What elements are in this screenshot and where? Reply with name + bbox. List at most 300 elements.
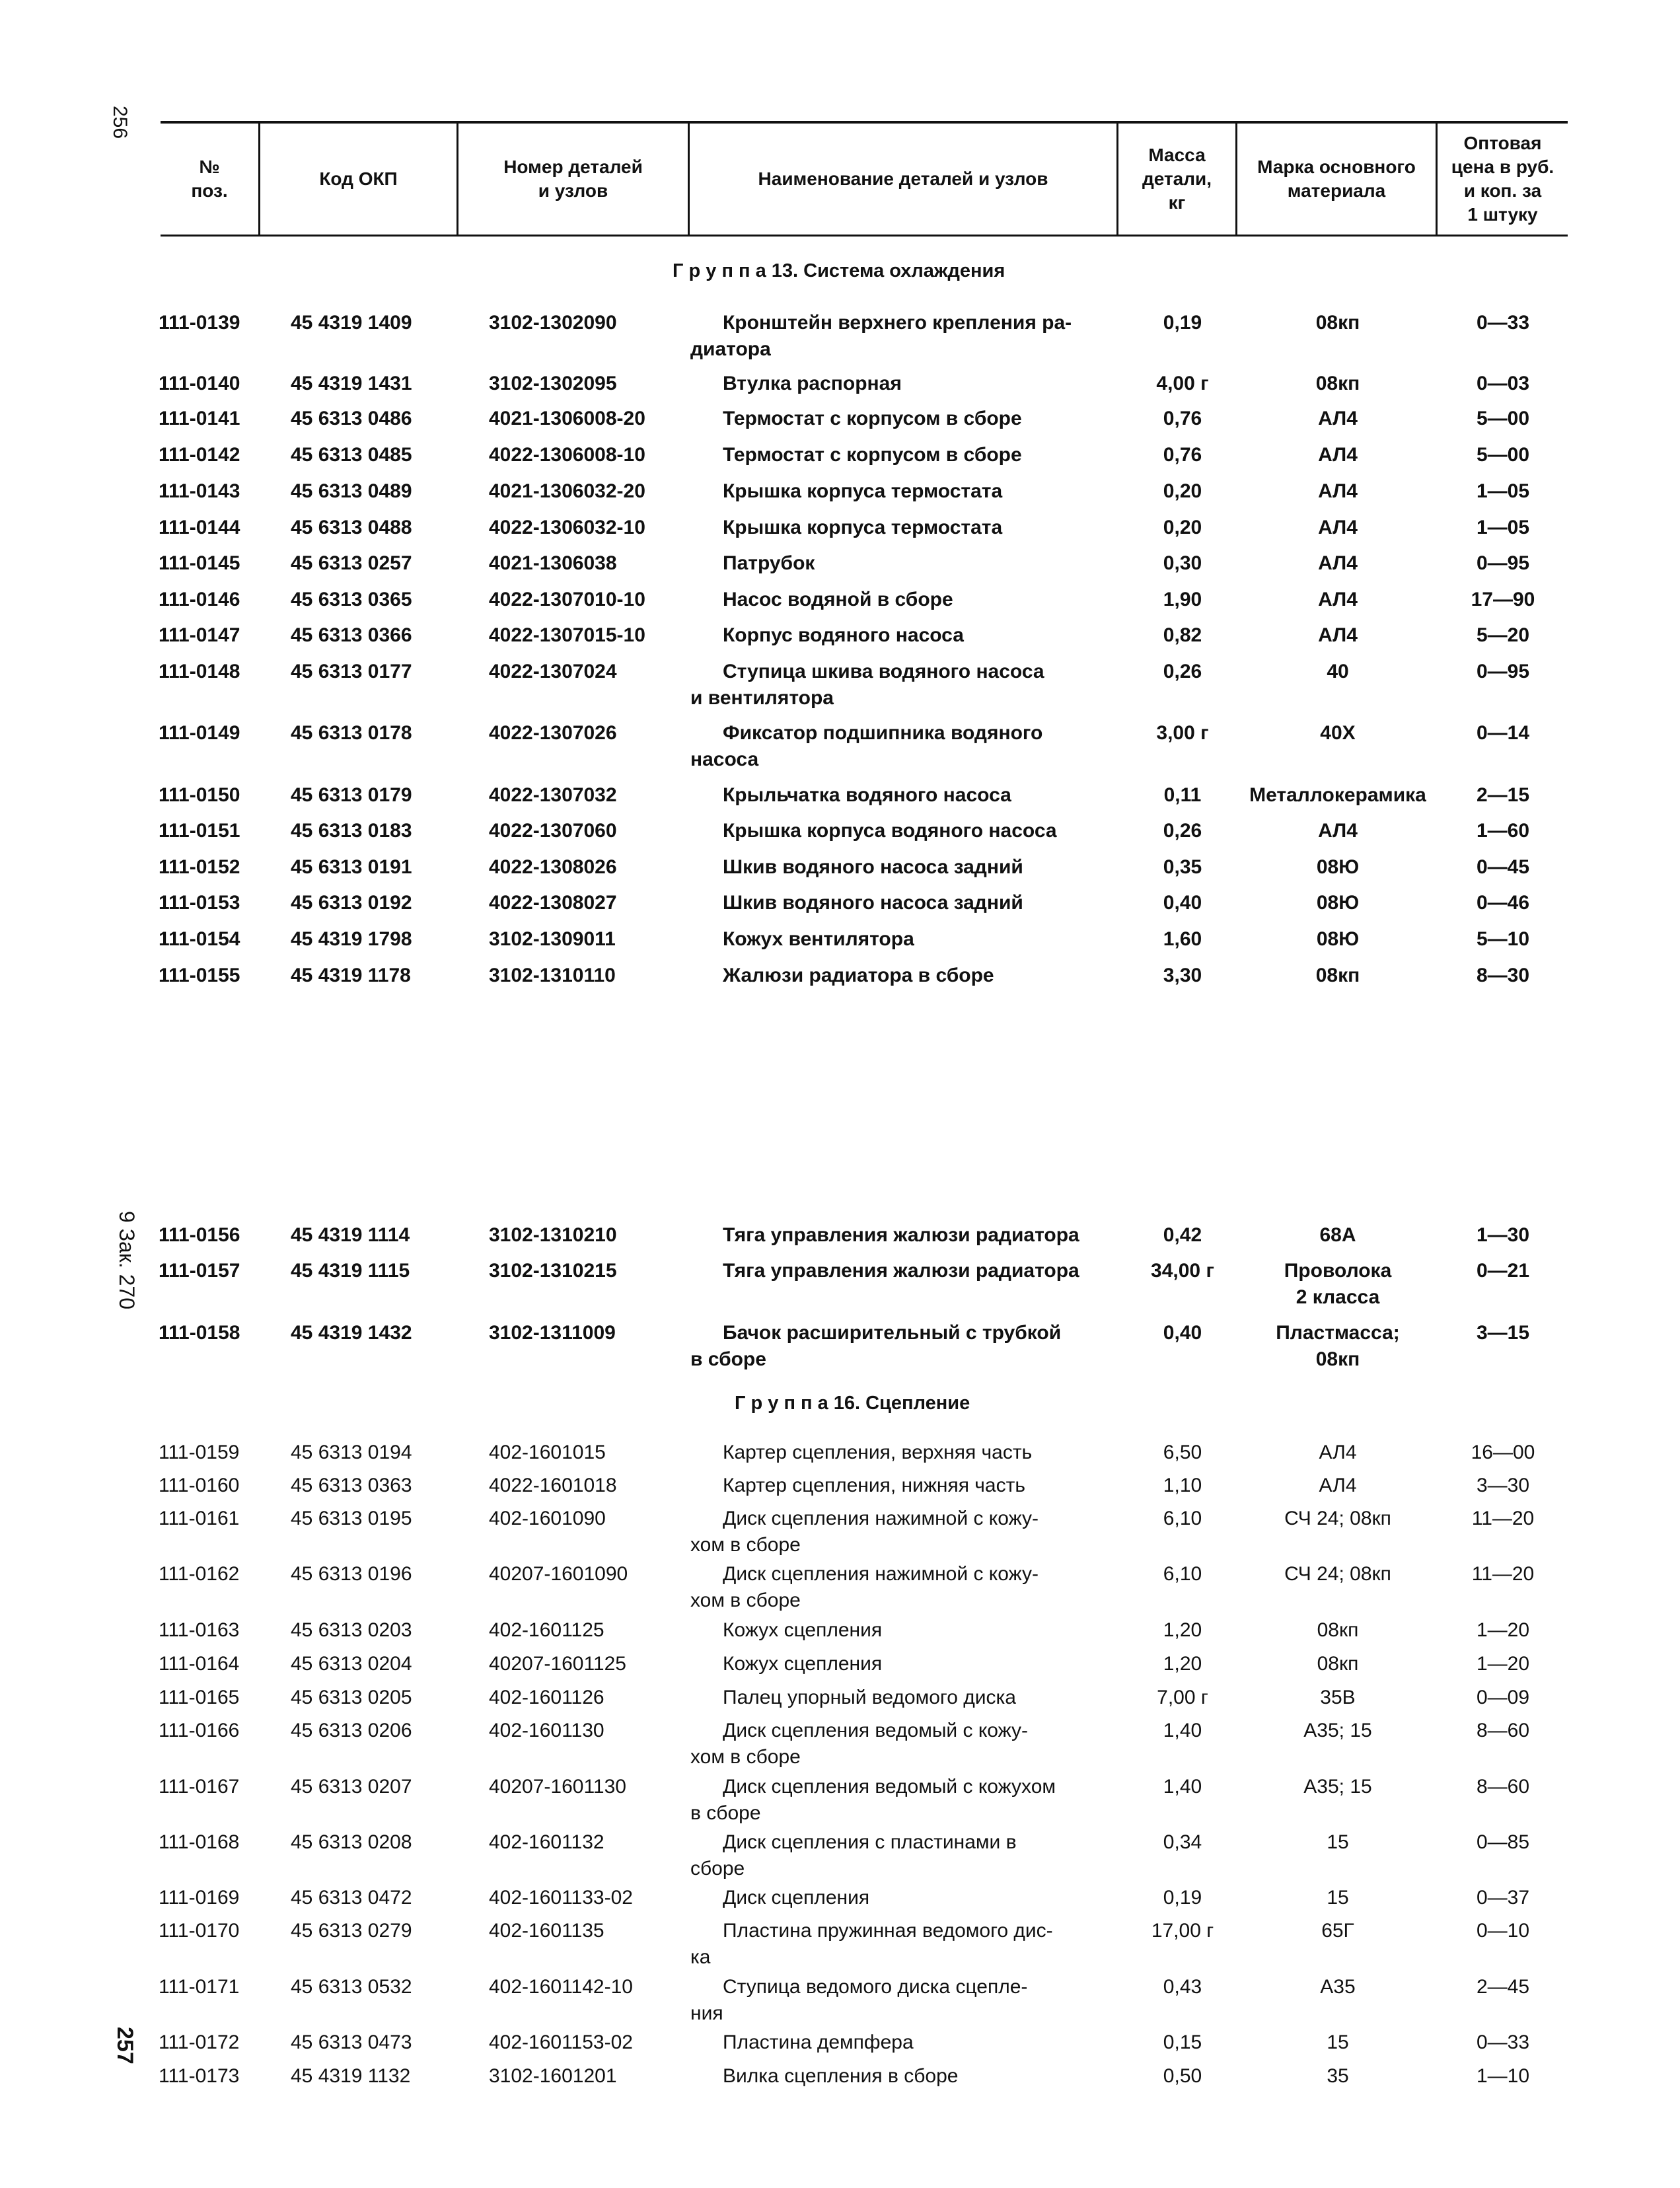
- wholesale-price: 0—85: [1476, 1831, 1530, 1853]
- part-number: 4022-1306008-10: [489, 444, 645, 466]
- table-row: [0, 661, 1680, 709]
- table-row: [0, 624, 1680, 651]
- wholesale-price: 2—15: [1476, 784, 1530, 806]
- wholesale-price: 0—33: [1476, 2031, 1530, 2053]
- part-mass: 17,00 г: [1151, 1920, 1214, 1942]
- wholesale-price: 3—15: [1476, 1322, 1530, 1344]
- part-name-continued: и вентилятора: [690, 687, 834, 709]
- table-row: [0, 1224, 1680, 1251]
- okp-code: 45 6313 0208: [291, 1831, 412, 1853]
- part-number: 3102-1302090: [489, 312, 617, 334]
- position-number: 111-0145: [159, 552, 240, 574]
- part-number: 3102-1311009: [489, 1322, 616, 1344]
- part-name: Вилка сцепления в сборе: [723, 2065, 959, 2087]
- wholesale-price: 16—00: [1471, 1441, 1535, 1463]
- wholesale-price: 0—95: [1476, 661, 1530, 682]
- header-mass: Масса детали, кг: [1142, 145, 1212, 213]
- material: Металлокерамика: [1249, 784, 1426, 806]
- part-mass: 1,20: [1163, 1653, 1202, 1675]
- part-name: Диск сцепления: [723, 1887, 870, 1909]
- position-number: 111-0169: [159, 1887, 240, 1909]
- table-row: [0, 1619, 1680, 1646]
- wholesale-price: 11—20: [1471, 1563, 1535, 1585]
- wholesale-price: 1—05: [1476, 517, 1530, 538]
- material: АЛ4: [1318, 444, 1358, 466]
- page-number-top: 256: [109, 106, 131, 139]
- part-number: 4022-1601018: [489, 1475, 617, 1496]
- part-mass: 0,19: [1163, 312, 1202, 334]
- table-row: [0, 1475, 1680, 1501]
- part-name: Шкив водяного насоса задний: [723, 856, 1023, 878]
- part-mass: 1,90: [1163, 589, 1202, 610]
- material: 65Г: [1321, 1920, 1354, 1942]
- okp-code: 45 6313 0179: [291, 784, 412, 806]
- okp-code: 45 6313 0488: [291, 517, 412, 538]
- material: 40Х: [1320, 722, 1356, 744]
- part-name: Корпус водяного насоса: [723, 624, 964, 646]
- okp-code: 45 6313 0178: [291, 722, 412, 744]
- okp-code: 45 6313 0194: [291, 1441, 412, 1463]
- table-row: [0, 312, 1680, 360]
- position-number: 111-0159: [159, 1441, 240, 1463]
- part-number: 3102-1302095: [489, 373, 617, 394]
- part-mass: 1,10: [1163, 1475, 1202, 1496]
- part-mass: 0,82: [1163, 624, 1202, 646]
- part-name: Ступица ведомого диска сцепле-: [723, 1976, 1028, 1998]
- position-number: 111-0149: [159, 722, 240, 744]
- header-bottom-rule: [161, 235, 1568, 237]
- part-mass: 0,11: [1163, 784, 1202, 806]
- part-number: 402-1601090: [489, 1508, 606, 1529]
- part-mass: 0,30: [1163, 552, 1202, 574]
- wholesale-price: 11—20: [1471, 1508, 1535, 1529]
- okp-code: 45 6313 0203: [291, 1619, 412, 1641]
- position-number: 111-0154: [159, 928, 240, 950]
- okp-code: 45 4319 1798: [291, 928, 412, 950]
- part-mass: 1,40: [1163, 1776, 1202, 1798]
- header-name: Наименование деталей и узлов: [758, 168, 1048, 189]
- part-mass: 6,10: [1163, 1563, 1202, 1585]
- okp-code: 45 6313 0204: [291, 1653, 412, 1675]
- position-number: 111-0172: [159, 2031, 240, 2053]
- position-number: 111-0164: [159, 1653, 240, 1675]
- material: АЛ4: [1319, 1441, 1357, 1463]
- position-number: 111-0171: [159, 1976, 240, 1998]
- position-number: 111-0146: [159, 589, 240, 610]
- part-number: 402-1601133-02: [489, 1887, 633, 1909]
- material: 08кп: [1315, 965, 1360, 986]
- part-number: 4022-1308027: [489, 892, 617, 914]
- part-number: 4022-1308026: [489, 856, 617, 878]
- position-number: 111-0152: [159, 856, 240, 878]
- part-number: 40207-1601090: [489, 1563, 628, 1585]
- table-row: [0, 1653, 1680, 1679]
- part-number: 402-1601135: [489, 1920, 604, 1942]
- okp-code: 45 6313 0196: [291, 1563, 412, 1585]
- part-mass: 0,50: [1163, 2065, 1202, 2087]
- okp-code: 45 6313 0192: [291, 892, 412, 914]
- part-number: 402-1601142-10: [489, 1976, 633, 1998]
- part-mass: 0,15: [1163, 2031, 1202, 2053]
- material: 35: [1327, 2065, 1349, 2087]
- position-number: 111-0163: [159, 1619, 240, 1641]
- part-mass: 4,00 г: [1156, 373, 1209, 394]
- part-mass: 1,60: [1163, 928, 1202, 950]
- part-mass: 7,00 г: [1157, 1687, 1208, 1708]
- part-mass: 0,76: [1163, 444, 1202, 466]
- okp-code: 45 6313 0485: [291, 444, 412, 466]
- material: АЛ4: [1318, 480, 1358, 502]
- part-number: 3102-1310215: [489, 1260, 617, 1282]
- part-mass: 0,76: [1163, 408, 1202, 429]
- header-okp: Код ОКП: [319, 168, 398, 189]
- position-number: 111-0141: [159, 408, 240, 429]
- part-number: 4022-1306032-10: [489, 517, 645, 538]
- wholesale-price: 2—45: [1476, 1976, 1530, 1998]
- position-number: 111-0150: [159, 784, 240, 806]
- header-price: Оптовая цена в руб. и коп. за 1 штуку: [1451, 133, 1554, 225]
- position-number: 111-0139: [159, 312, 240, 334]
- position-number: 111-0148: [159, 661, 240, 682]
- table-row: [0, 722, 1680, 770]
- wholesale-price: 5—20: [1476, 624, 1530, 646]
- okp-code: 45 6313 0205: [291, 1687, 412, 1708]
- part-name-continued: хом в сборе: [690, 1746, 801, 1768]
- part-name: Шкив водяного насоса задний: [723, 892, 1023, 914]
- part-mass: 34,00 г: [1151, 1260, 1214, 1282]
- part-mass: 0,34: [1163, 1831, 1202, 1853]
- material: 08кп: [1317, 1619, 1359, 1641]
- part-number: 3102-1310210: [489, 1224, 617, 1246]
- part-name: Кожух сцепления: [723, 1619, 883, 1641]
- part-name: Кожух вентилятора: [723, 928, 914, 950]
- wholesale-price: 1—10: [1476, 2065, 1530, 2087]
- part-mass: 6,10: [1163, 1508, 1202, 1529]
- okp-code: 45 6313 0206: [291, 1720, 412, 1741]
- material: А35; 15: [1303, 1720, 1372, 1741]
- material: Пластмасса;: [1276, 1322, 1400, 1344]
- part-mass: 3,30: [1163, 965, 1202, 986]
- wholesale-price: 5—10: [1476, 928, 1530, 950]
- material: АЛ4: [1318, 589, 1358, 610]
- material: СЧ 24; 08кп: [1284, 1563, 1391, 1585]
- material: 08кп: [1317, 1653, 1359, 1675]
- okp-code: 45 4319 1432: [291, 1322, 412, 1344]
- okp-code: 45 6313 0191: [291, 856, 412, 878]
- wholesale-price: 17—90: [1471, 589, 1535, 610]
- header-part-number: Номер деталей и узлов: [503, 157, 643, 201]
- position-number: 111-0158: [159, 1322, 240, 1344]
- material: Проволока: [1284, 1260, 1392, 1282]
- part-number: 3102-1309011: [489, 928, 616, 950]
- part-number: 3102-1601201: [489, 2065, 617, 2087]
- part-name: Кронштейн верхнего крепления ра-: [723, 312, 1072, 334]
- table-row: [0, 1322, 1680, 1370]
- part-number: 4021-1306008-20: [489, 408, 645, 429]
- part-name: Диск сцепления ведомый с кожухом: [723, 1776, 1056, 1798]
- material: А35; 15: [1303, 1776, 1372, 1798]
- table-row: [0, 1976, 1680, 2024]
- part-mass: 0,26: [1163, 820, 1202, 842]
- part-name-continued: ка: [690, 1946, 711, 1968]
- wholesale-price: 0—45: [1476, 856, 1530, 878]
- part-name-continued: хом в сборе: [690, 1534, 801, 1556]
- material: 15: [1327, 2031, 1349, 2053]
- table-row: [0, 552, 1680, 579]
- part-mass: 0,40: [1163, 1322, 1202, 1344]
- wholesale-price: 0—14: [1476, 722, 1530, 744]
- okp-code: 45 6313 0207: [291, 1776, 412, 1798]
- material: 15: [1327, 1887, 1349, 1909]
- okp-code: 45 6313 0489: [291, 480, 412, 502]
- wholesale-price: 0—37: [1476, 1887, 1530, 1909]
- okp-code: 45 6313 0177: [291, 661, 412, 682]
- part-name: Палец упорный ведомого диска: [723, 1687, 1016, 1708]
- position-number: 111-0162: [159, 1563, 240, 1585]
- material: АЛ4: [1318, 820, 1358, 842]
- wholesale-price: 1—20: [1476, 1653, 1530, 1675]
- position-number: 111-0140: [159, 373, 240, 394]
- part-number: 402-1601125: [489, 1619, 604, 1641]
- material-continued: 08кп: [1315, 1348, 1360, 1370]
- material: 08кп: [1315, 373, 1360, 394]
- material: АЛ4: [1319, 1475, 1357, 1496]
- header-pos: № поз.: [191, 157, 228, 201]
- part-mass: 0,19: [1163, 1887, 1202, 1909]
- okp-code: 45 4319 1132: [291, 2065, 411, 2087]
- material: 08Ю: [1316, 928, 1360, 950]
- table-row: [0, 1720, 1680, 1768]
- okp-code: 45 6313 0366: [291, 624, 412, 646]
- part-number: 3102-1310110: [489, 965, 616, 986]
- table-row: [0, 2031, 1680, 2058]
- table-row: [0, 892, 1680, 918]
- part-number: 40207-1601130: [489, 1776, 626, 1798]
- table-row: [0, 1441, 1680, 1468]
- part-name: Бачок расширительный с трубкой: [723, 1322, 1062, 1344]
- table-row: [0, 480, 1680, 507]
- position-number: 111-0157: [159, 1260, 240, 1282]
- table-row: [0, 1920, 1680, 1968]
- group-title-13: Г р у п п а 13. Система охлаждения: [673, 260, 1005, 281]
- position-number: 111-0153: [159, 892, 240, 914]
- material: СЧ 24; 08кп: [1284, 1508, 1391, 1529]
- wholesale-price: 0—09: [1476, 1687, 1530, 1708]
- okp-code: 45 6313 0257: [291, 552, 412, 574]
- table-row: [0, 965, 1680, 991]
- table-row: [0, 2065, 1680, 2092]
- wholesale-price: 5—00: [1476, 444, 1530, 466]
- table-row: [0, 1776, 1680, 1824]
- wholesale-price: 0—21: [1476, 1260, 1530, 1282]
- position-number: 111-0151: [159, 820, 240, 842]
- part-mass: 0,35: [1163, 856, 1202, 878]
- part-name: Диск сцепления нажимной с кожу-: [723, 1563, 1039, 1585]
- position-number: 111-0161: [159, 1508, 240, 1529]
- okp-code: 45 4319 1409: [291, 312, 412, 334]
- material: 08Ю: [1316, 892, 1360, 914]
- part-name: Термостат с корпусом в сборе: [723, 444, 1022, 466]
- material: 15: [1327, 1831, 1349, 1853]
- part-number: 402-1601130: [489, 1720, 604, 1741]
- material: 68А: [1319, 1224, 1356, 1246]
- part-number: 4022-1307015-10: [489, 624, 645, 646]
- part-mass: 0,20: [1163, 517, 1202, 538]
- part-name-continued: в сборе: [690, 1802, 761, 1824]
- part-number: 4022-1307032: [489, 784, 617, 806]
- part-number: 4022-1307060: [489, 820, 617, 842]
- position-number: 111-0173: [159, 2065, 240, 2087]
- part-mass: 0,43: [1163, 1976, 1202, 1998]
- material: 08Ю: [1316, 856, 1360, 878]
- material: АЛ4: [1318, 517, 1358, 538]
- part-number: 4021-1306032-20: [489, 480, 645, 502]
- okp-code: 45 4319 1178: [291, 965, 411, 986]
- part-name-continued: хом в сборе: [690, 1589, 801, 1611]
- position-number: 111-0144: [159, 517, 240, 538]
- position-number: 111-0166: [159, 1720, 240, 1741]
- part-name: Насос водяной в сборе: [723, 589, 953, 610]
- part-name: Крыльчатка водяного насоса: [723, 784, 1011, 806]
- part-number: 4022-1307024: [489, 661, 617, 682]
- position-number: 111-0165: [159, 1687, 240, 1708]
- part-number: 4022-1307026: [489, 722, 617, 744]
- position-number: 111-0156: [159, 1224, 240, 1246]
- table-row: [0, 1508, 1680, 1556]
- part-number: 402-1601126: [489, 1687, 604, 1708]
- part-number: 4021-1306038: [489, 552, 617, 574]
- table-row: [0, 820, 1680, 846]
- position-number: 111-0168: [159, 1831, 240, 1853]
- table-row: [0, 1563, 1680, 1611]
- wholesale-price: 3—30: [1476, 1475, 1530, 1496]
- part-mass: 6,50: [1163, 1441, 1202, 1463]
- part-name: Крышка корпуса термостата: [723, 480, 1003, 502]
- material: АЛ4: [1318, 624, 1358, 646]
- part-name: Жалюзи радиатора в сборе: [723, 965, 994, 986]
- table-row: [0, 928, 1680, 955]
- position-number: 111-0167: [159, 1776, 240, 1798]
- wholesale-price: 0—33: [1476, 312, 1530, 334]
- part-mass: 0,40: [1163, 892, 1202, 914]
- material: 35В: [1320, 1687, 1356, 1708]
- okp-code: 45 6313 0486: [291, 408, 412, 429]
- part-name: Термостат с корпусом в сборе: [723, 408, 1022, 429]
- wholesale-price: 1—30: [1476, 1224, 1530, 1246]
- table-row: [0, 1687, 1680, 1713]
- part-name: Диск сцепления ведомый с кожу-: [723, 1720, 1029, 1741]
- table-row: [0, 856, 1680, 883]
- part-mass: 1,40: [1163, 1720, 1202, 1741]
- table-row: [0, 784, 1680, 811]
- table-row: [0, 517, 1680, 543]
- part-name-continued: в сборе: [690, 1348, 766, 1370]
- wholesale-price: 8—60: [1476, 1720, 1530, 1741]
- material: АЛ4: [1318, 552, 1358, 574]
- group-title-16: Г р у п п а 16. Сцепление: [735, 1393, 970, 1414]
- wholesale-price: 0—46: [1476, 892, 1530, 914]
- part-name-continued: ния: [690, 2002, 723, 2024]
- material: 08кп: [1315, 312, 1360, 334]
- okp-code: 45 6313 0532: [291, 1976, 412, 1998]
- material: 40: [1327, 661, 1349, 682]
- wholesale-price: 1—60: [1476, 820, 1530, 842]
- wholesale-price: 8—30: [1476, 965, 1530, 986]
- part-name-continued: насоса: [690, 748, 759, 770]
- part-mass: 0,26: [1163, 661, 1202, 682]
- part-name: Диск сцепления нажимной с кожу-: [723, 1508, 1039, 1529]
- table-row: [0, 373, 1680, 399]
- part-number: 4022-1307010-10: [489, 589, 645, 610]
- okp-code: 45 4319 1115: [291, 1260, 410, 1282]
- part-name-continued: сборе: [690, 1858, 745, 1879]
- order-mark: 9 Зак. 270: [115, 1211, 139, 1309]
- wholesale-price: 5—00: [1476, 408, 1530, 429]
- position-number: 111-0155: [159, 965, 240, 986]
- part-name: Пластина демпфера: [723, 2031, 914, 2053]
- okp-code: 45 6313 0183: [291, 820, 412, 842]
- table-row: [0, 1831, 1680, 1879]
- wholesale-price: 1—05: [1476, 480, 1530, 502]
- wholesale-price: 0—10: [1476, 1920, 1530, 1942]
- okp-code: 45 6313 0473: [291, 2031, 412, 2053]
- table-row: [0, 1260, 1680, 1308]
- part-name: Патрубок: [723, 552, 815, 574]
- material: А35: [1320, 1976, 1356, 1998]
- part-mass: 0,42: [1163, 1224, 1202, 1246]
- part-number: 402-1601132: [489, 1831, 604, 1853]
- part-name: Фиксатор подшипника водяного: [723, 722, 1043, 744]
- okp-code: 45 6313 0472: [291, 1887, 412, 1909]
- part-number: 40207-1601125: [489, 1653, 626, 1675]
- material: АЛ4: [1318, 408, 1358, 429]
- part-name: Тяга управления жалюзи радиатора: [723, 1260, 1079, 1282]
- part-mass: 0,20: [1163, 480, 1202, 502]
- part-name: Диск сцепления с пластинами в: [723, 1831, 1017, 1853]
- header-material: Марка основного материала: [1257, 157, 1416, 201]
- part-name: Крышка корпуса термостата: [723, 517, 1003, 538]
- okp-code: 45 6313 0195: [291, 1508, 412, 1529]
- part-name: Пластина пружинная ведомого дис-: [723, 1920, 1053, 1942]
- page-number-bottom: 257: [112, 2027, 137, 2064]
- part-name-continued: диатора: [690, 338, 771, 360]
- part-name: Картер сцепления, верхняя часть: [723, 1441, 1033, 1463]
- okp-code: 45 4319 1114: [291, 1224, 410, 1246]
- wholesale-price: 1—20: [1476, 1619, 1530, 1641]
- position-number: 111-0160: [159, 1475, 240, 1496]
- part-name: Картер сцепления, нижняя часть: [723, 1475, 1025, 1496]
- wholesale-price: 0—03: [1476, 373, 1530, 394]
- part-mass: 1,20: [1163, 1619, 1202, 1641]
- part-name: Кожух сцепления: [723, 1653, 883, 1675]
- material-continued: 2 класса: [1296, 1286, 1380, 1308]
- table-row: [0, 408, 1680, 434]
- wholesale-price: 0—95: [1476, 552, 1530, 574]
- part-number: 402-1601153-02: [489, 2031, 633, 2053]
- position-number: 111-0143: [159, 480, 240, 502]
- okp-code: 45 6313 0365: [291, 589, 412, 610]
- part-name: Крышка корпуса водяного насоса: [723, 820, 1057, 842]
- table-row: [0, 444, 1680, 470]
- part-mass: 3,00 г: [1156, 722, 1209, 744]
- table-row: [0, 589, 1680, 615]
- position-number: 111-0147: [159, 624, 240, 646]
- part-number: 402-1601015: [489, 1441, 606, 1463]
- okp-code: 45 4319 1431: [291, 373, 412, 394]
- position-number: 111-0170: [159, 1920, 240, 1942]
- part-name: Ступица шкива водяного насоса: [723, 661, 1044, 682]
- okp-code: 45 6313 0279: [291, 1920, 412, 1942]
